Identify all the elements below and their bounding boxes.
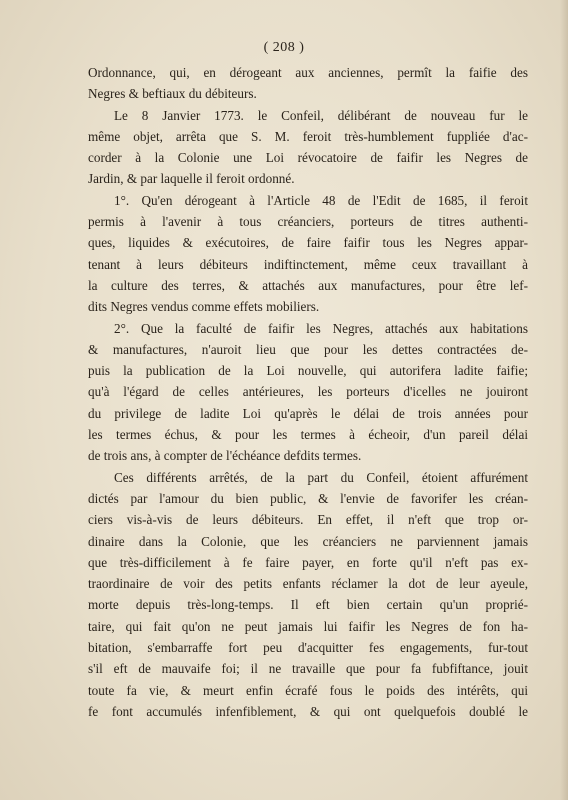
text-line: 2°. Que la faculté de faifir les Negres, attachés aux habitations: [114, 320, 528, 336]
text-line: de trois ans, à compter de l'échéance defdits termes.: [88, 448, 362, 464]
text-line: corder à la Colonie une Loi révocatoire de faifir les Negres de: [88, 150, 528, 166]
text-line: fe font accumulés infenfiblement, & qui ont quelquefois doublé le: [88, 703, 528, 719]
text-line: & manufactures, n'auroit lieu que pour les dettes contractées de-: [88, 341, 528, 357]
text-line: 1°. Qu'en dérogeant à l'Article 48 de l'Edit de 1685, il feroit: [114, 192, 528, 208]
text-line: permis à l'avenir à tous créanciers, porteurs de titres authenti-: [88, 214, 528, 230]
text-line: toute fa vie, & meurt enfin écrafé fous le poids des intérêts, qui: [88, 682, 528, 698]
text-line: bitation, s'embarraffe fort peu d'acquitter fes engagements, fur-tout: [88, 640, 528, 656]
text-line: même objet, arrêta que S. M. feroit très-humblement fuppliée d'ac-: [88, 128, 528, 144]
page-number: ( 208 ): [263, 40, 305, 55]
text-line: dictés par l'amour du bien public, & l'envie de favorifer les créan-: [88, 490, 528, 506]
text-line: qu'à l'égard de celles antérieures, les porteurs d'icelles ne jouiront: [88, 384, 528, 400]
text-line: dinaire dans la Colonie, que les créanciers ne parviennent jamais: [88, 533, 528, 549]
text-line: les termes échus, & pour les termes à écheoir, d'un pareil délai: [88, 427, 528, 443]
text-line: morte depuis très-long-temps. Il eft bien certain qu'un proprié-: [88, 597, 528, 613]
text-line: Ordonnance, qui, en dérogeant aux anciennes, permît la faifie des: [88, 65, 528, 80]
text-line: dits Negres vendus comme effets mobiliers.: [88, 299, 320, 315]
text-line: Le 8 Janvier 1773. le Confeil, délibérant de nouveau fur le: [114, 107, 528, 123]
text-line: ques, liquides & exécutoires, de faire faifir tous les Negres appar-: [88, 235, 528, 251]
body-text: [88, 62, 528, 722]
text-line: Jardin, & par laquelle il feroit ordonné.: [88, 171, 295, 187]
text-line: que très-difficilement à fe faire payer, en forte qu'il n'eft pas ex-: [88, 554, 528, 570]
text-line: Negres & beftiaux du débiteurs.: [88, 86, 257, 102]
text-line: Ces différents arrêtés, de la part du Confeil, étoient affurément: [114, 469, 528, 485]
text-line: ciers vis-à-vis de leurs débiteurs. En effet, il n'eft que trop or-: [88, 512, 528, 528]
text-line: la culture des terres, & attachés aux manufactures, pour être lef-: [88, 277, 528, 293]
text-line: du privilege de ladite Loi qu'après le délai de trois années pour: [88, 405, 528, 421]
text-line: taire, qui fait qu'on ne peut jamais lui faifir les Negres de fon ha-: [88, 618, 528, 634]
text-line: puis la publication de la Loi nouvelle, qui autorifera ladite faifie;: [88, 363, 528, 379]
text-line: traordinaire de voir des petits enfants réclamer la dot de leur ayeule,: [88, 576, 528, 592]
page-edge-shadow: [560, 0, 568, 800]
text-line: s'il eft de mauvaife foi; il ne travaille que pour fa fubfiftance, jouit: [88, 661, 528, 677]
text-line: tenant à leurs débiteurs indiftinctement, même ceux travaillant à: [88, 256, 528, 272]
